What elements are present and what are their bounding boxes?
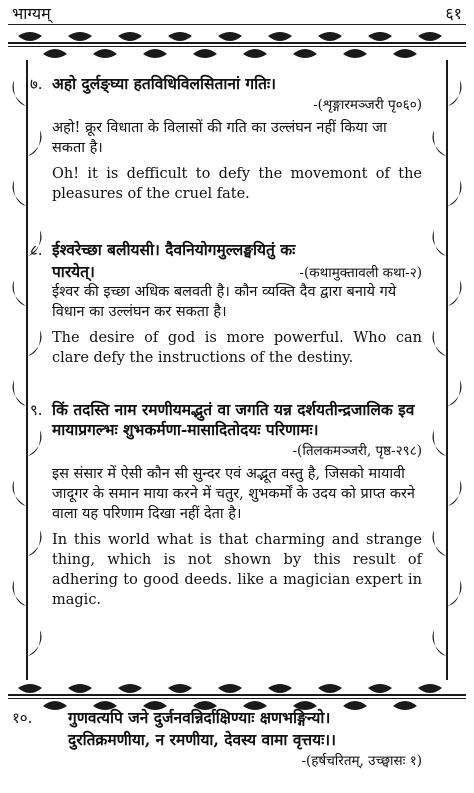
source-citation: -(तिलकमञ्जरी, पृष्ठ-२९८) (292, 443, 422, 459)
entry-number: ९. (30, 401, 43, 419)
sanskrit-verse: अहो दुर्लङ्घ्या हतविधिविलसितानां गतिः। (52, 74, 276, 93)
english-translation: The desire of god is more powerful. Who can clare defy the instructions of the destiny. (52, 330, 422, 366)
header-rule (8, 24, 466, 25)
sanskrit-verse-line-1: ईश्वरेच्छा बलीयसी। दैवनियोगमुल्लङ्घयितुं कः (52, 240, 296, 259)
english-translation: Oh! it is defficult to defy the movemont of the pleasures of the cruel fate. (52, 166, 422, 202)
page-header (12, 2, 462, 24)
sanskrit-verse-line-1: गुणवत्यपि जने दुर्जनवन्निर्दाक्षिण्याः क्षणभङ्गिन्यो। (68, 708, 331, 727)
entry-7 (30, 74, 422, 204)
page-number: ६१ (445, 4, 462, 23)
ornamental-border-right (428, 60, 468, 680)
hindi-translation: इस संसार में ऐसी कौन सी सुन्दर एवं अद्भूत वस्तु है, जिसको मायावी जादूगर के समान माया करने में चतुर, शुभकर्मों के उदय को प्राप्त करने वाला यह परिणाम दिखा नहीं देता है। (52, 466, 415, 522)
ornamental-border-top (8, 28, 466, 62)
entry-10 (12, 708, 422, 770)
source-citation: -(कथामुक्तावली कथा-२) (299, 265, 422, 281)
entry-8 (30, 240, 422, 368)
hindi-translation: ईश्वर की इच्छा अधिक बलवती है। कौन व्यक्ति दैव द्वारा बनाये गये विधान का उल्लंघन कर सकता है। (52, 284, 397, 320)
sanskrit-verse-line-2: पारयेत्। (52, 262, 95, 281)
entry-number: १०. (12, 709, 33, 727)
entry-number: ८. (30, 241, 43, 259)
source-citation: -(शृङ्गारमञ्जरी पृ०६०) (313, 97, 422, 113)
sanskrit-source-line (52, 262, 422, 282)
sanskrit-verse: किं तदस्ति नाम रमणीयमद्भुतं वा जगति यन्न दर्शयतीन्द्रजालिक इव मायाप्रगल्भः शुभकर्मणा-मासादितोदयः परिणामः। (52, 400, 415, 439)
entry-9 (30, 400, 422, 610)
source-citation: -(हर्षचरितम्, उच्छ्वासः १) (301, 753, 422, 769)
english-translation: In this world what is that charming and strange thing, which is not shown by this result of adhering to good deeds. like a magician expert in magic. (52, 532, 422, 608)
entry-number: ७. (30, 75, 43, 93)
sanskrit-verse-line-2: दुरतिक्रमणीया, न रमणीया, देवस्य वामा वृत्तयः।। (68, 730, 337, 749)
ornamental-border-left (6, 60, 46, 680)
chapter-title: भाग्यम् (12, 4, 51, 23)
hindi-translation: अहो! क्रूर विधाता के विलासों की गति का उल्लंघन नहीं किया जा सकता है। (52, 120, 387, 156)
